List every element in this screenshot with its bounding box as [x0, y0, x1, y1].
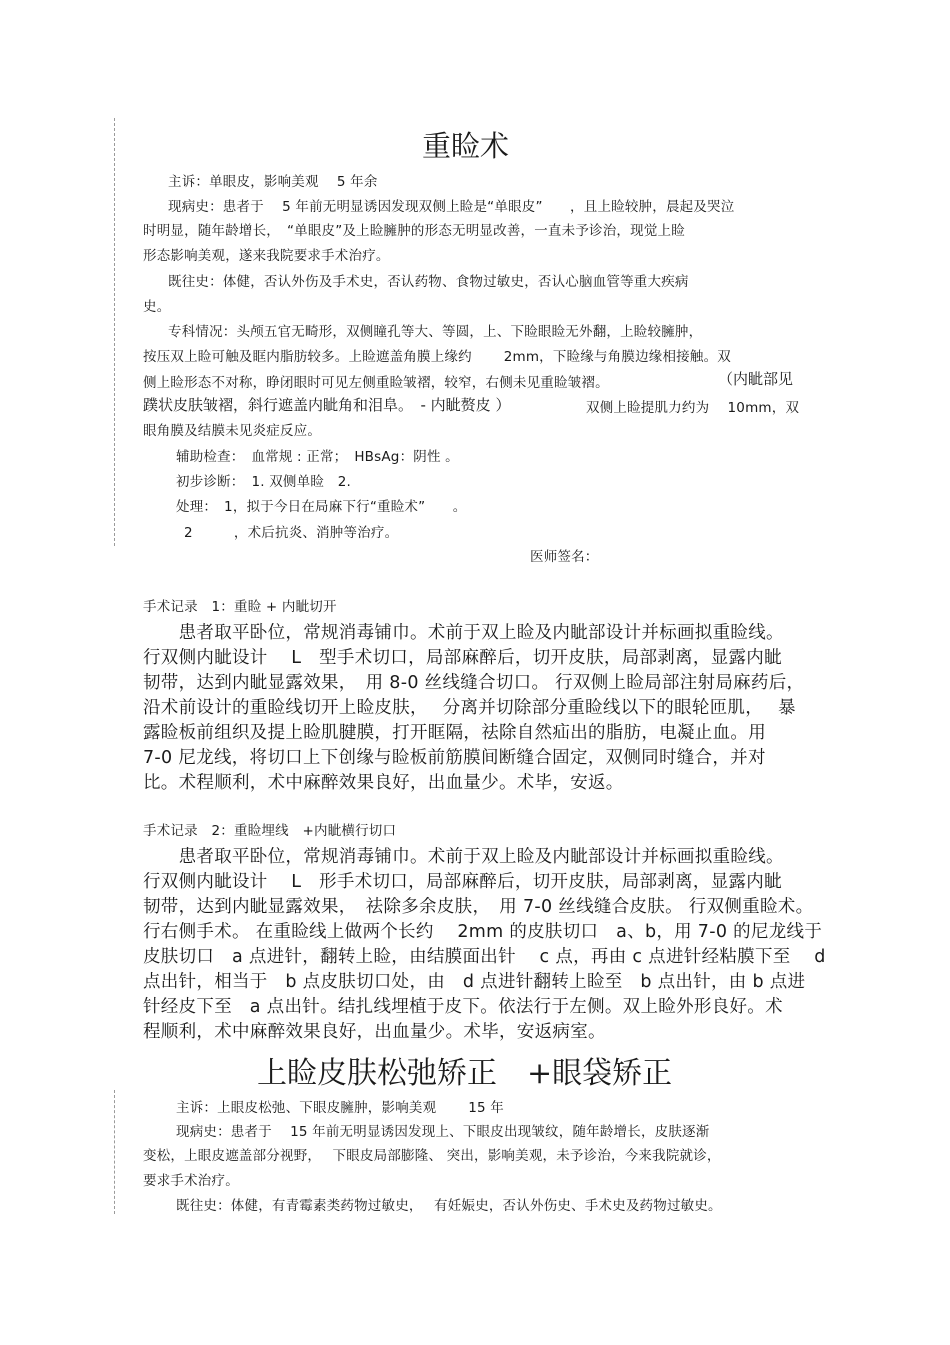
surgery-record-line: 韧带，达到内眦显露效果， 用 8-0 丝线缝合切口。 行双侧上睑局部注射局麻药后，	[143, 673, 805, 693]
present-history-line: 现病史：患者于 5 年前无明显诱因发现双侧上睑是“单眼皮” ，且上睑较肿，晨起及哭泣	[168, 199, 735, 215]
past-history-line: 既往史：体健，否认外伤及手术史，否认药物、食物过敏史，否认心脑血管等重大疾病	[168, 274, 689, 290]
surgery-record-line: 行双侧内眦设计 L 形手术切口，局部麻醉后，切开皮肤，局部剥离，显露内眦	[143, 872, 782, 892]
specialty-exam-line: 双侧上睑提肌力约为 10mm，双	[586, 400, 800, 416]
surgery-record-line: 沿术前设计的重睑线切开上睑皮肤， 分离并切除部分重睑线以下的眼轮匝肌， 暴	[143, 698, 796, 718]
specialty-exam-line: 眼角膜及结膜未见炎症反应。	[143, 423, 322, 439]
surgery-record-line: 韧带，达到内眦显露效果， 祛除多余皮肤， 用 7-0 丝线缝合皮肤。 行双侧重睑术。	[143, 897, 814, 917]
present-history-line: 形态影响美观，遂来我院要求手术治疗。	[143, 248, 390, 264]
document-title: 重睑术	[422, 129, 510, 163]
specialty-exam-line: 专科情况：头颅五官无畸形，双侧瞳孔等大、等圆，上、下睑眼睑无外翻，上睑较臃肿，	[168, 324, 703, 340]
surgery-record-line: 程顺利，术中麻醉效果良好，出血量少。术毕，安返病室。	[143, 1022, 606, 1042]
physician-signature: 医师签名：	[530, 549, 599, 565]
treatment-line: 2 ，术后抗炎、消肿等治疗。	[184, 525, 399, 541]
left-margin-rule	[114, 118, 115, 546]
document-title-2: 上睑皮肤松弛矫正 +眼袋矫正	[257, 1056, 673, 1091]
treatment-line: 处理： 1，拟于今日在局麻下行“重睑术” 。	[176, 499, 467, 515]
surgery-record-line: 患者取平卧位，常规消毒铺巾。术前于双上睑及内眦部设计并标画拟重睑线。	[143, 847, 784, 867]
specialty-exam-note: 蹼状皮肤皱褶，斜行遮盖内眦角和泪阜。 - 内眦赘皮 ）	[143, 396, 511, 414]
surgery-record-line: 皮肤切口 a 点进针，翻转上睑，由结膜面出针 c 点，再由 c 点进针经粘膜下至 d	[143, 947, 826, 967]
surgery-record-heading: 手术记录 2：重睑埋线 +内眦横行切口	[143, 823, 397, 839]
past-history-line: 史。	[143, 299, 171, 315]
surgery-record-line: 比。术程顺利，术中麻醉效果良好，出血量少。术毕，安返。	[143, 773, 624, 793]
left-margin-rule-lower	[114, 1090, 115, 1214]
surgery-record-line: 行双侧内眦设计 L 型手术切口，局部麻醉后，切开皮肤，局部剥离，显露内眦	[143, 648, 782, 668]
chief-complaint: 主诉：上眼皮松弛、下眼皮臃肿，影响美观 15 年	[176, 1100, 504, 1116]
past-history-line: 既往史：体健，有青霉素类药物过敏史， 有妊娠史，否认外伤史、手术史及药物过敏史。	[176, 1198, 722, 1214]
specialty-exam-line: 侧上睑形态不对称，睁闭眼时可见左侧重睑皱褶，较窄，右侧未见重睑皱褶。	[143, 375, 609, 391]
preliminary-diagnosis: 初步诊断： 1. 双侧单睑 2.	[176, 474, 352, 490]
present-history-line: 变松，上眼皮遮盖部分视野， 下眼皮局部膨隆、 突出，影响美观，未予诊治，今来我院就诊，	[143, 1148, 721, 1164]
chief-complaint: 主诉：单眼皮，影响美观 5 年余	[168, 174, 378, 190]
specialty-exam-note: （内眦部见	[718, 370, 794, 388]
surgery-record-line: 点出针，相当于 b 点皮肤切口处，由 d 点进针翻转上睑至 b 点出针，由 b 点进	[143, 972, 806, 992]
surgery-record-line: 行右侧手术。 在重睑线上做两个长约 2mm 的皮肤切口 a、b，用 7-0 的尼龙线于	[143, 922, 823, 942]
surgery-record-heading: 手术记录 1：重睑 + 内眦切开	[143, 599, 337, 615]
present-history-line: 现病史：患者于 15 年前无明显诱因发现上、下眼皮出现皱纹，随年龄增长，皮肤逐渐	[176, 1124, 710, 1140]
auxiliary-exam: 辅助检查： 血常规 : 正常； HBsAg：阴性 。	[176, 449, 459, 465]
specialty-exam-line: 按压双上睑可触及眶内脂肪较多。上睑遮盖角膜上缘约 2mm，下睑缘与角膜边缘相接触。双	[143, 349, 731, 365]
surgery-record-line: 7-0 尼龙线，将切口上下创缘与睑板前筋膜间断缝合固定，双侧同时缝合，并对	[143, 748, 766, 768]
present-history-line: 时明显，随年龄增长， “单眼皮”及上睑臃肿的形态无明显改善，一直未予诊治，现觉上睑	[143, 223, 685, 239]
surgery-record-line: 针经皮下至 a 点出针。结扎线埋植于皮下。依法行于左侧。双上睑外形良好。术	[143, 997, 783, 1017]
surgery-record-line: 露睑板前组织及提上睑肌腱膜，打开眶隔，祛除自然疝出的脂肪，电凝止血。用	[143, 723, 766, 743]
present-history-line: 要求手术治疗。	[143, 1173, 239, 1189]
surgery-record-line: 患者取平卧位，常规消毒铺巾。术前于双上睑及内眦部设计并标画拟重睑线。	[143, 623, 784, 643]
